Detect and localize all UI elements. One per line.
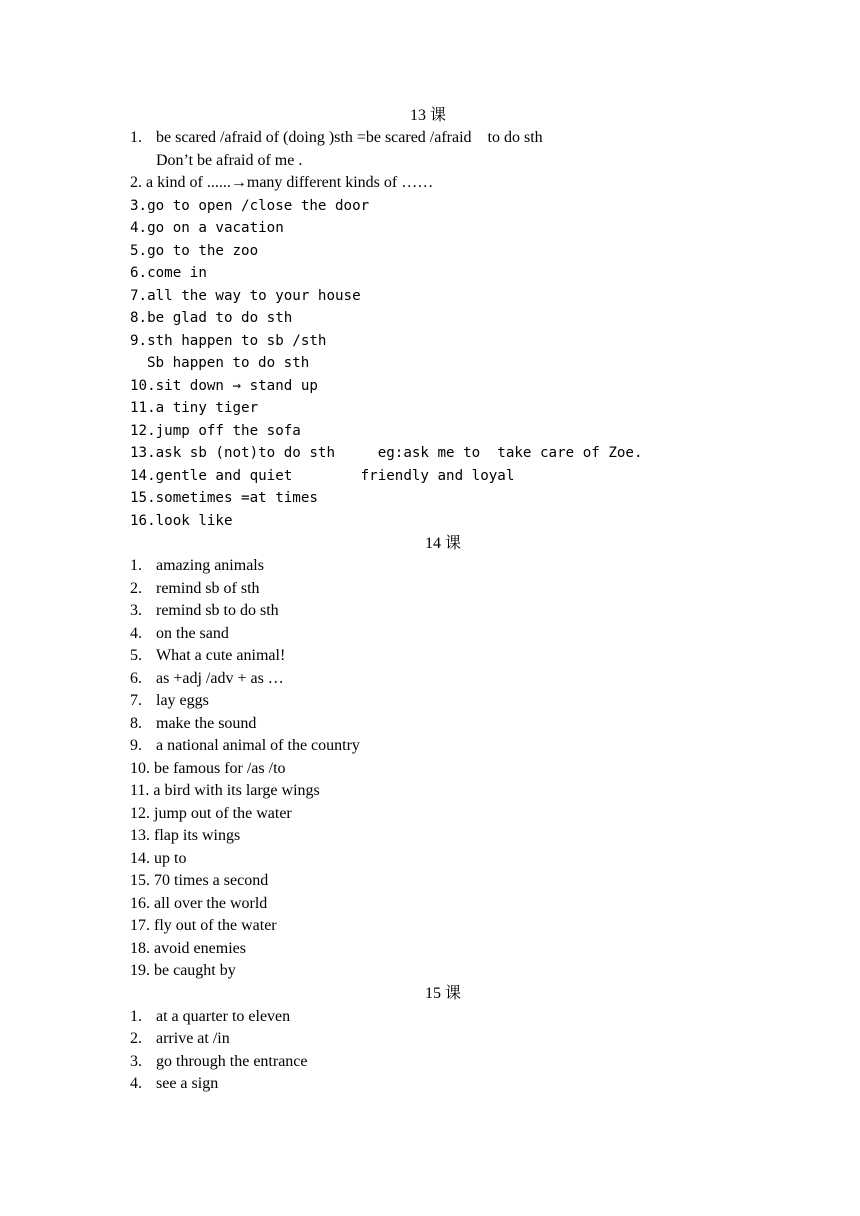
item-number: 16. [130, 513, 156, 529]
lesson-14-item-10 [130, 758, 286, 780]
item-text: flap its wings [154, 827, 241, 844]
lesson-14-item-4 [130, 623, 229, 645]
item-text: on the sand [156, 625, 229, 642]
item-number: 2. [130, 174, 142, 191]
lesson-13-item-6 [130, 262, 207, 284]
lesson-14-item-7 [130, 690, 209, 712]
lesson-13-item-13 [130, 442, 643, 464]
item-text: be famous for /as /to [154, 760, 286, 777]
item-text: as +adj /adv + as … [156, 670, 284, 687]
item-text: up to [154, 850, 187, 867]
lesson-13-item-7 [130, 285, 361, 307]
item-number: 9. [130, 737, 142, 754]
item-number: 2. [130, 1030, 142, 1047]
lesson-14-item-17 [130, 915, 277, 937]
item-number: 13. [130, 445, 156, 461]
item-text: see a sign [156, 1075, 219, 1092]
item-text: be glad to do sth [147, 310, 293, 326]
item-text: make the sound [156, 715, 257, 732]
item-number: 3. [130, 602, 142, 619]
item-number: 16. [130, 895, 150, 912]
item-number: 8. [130, 715, 142, 732]
item-text: a kind of ......→many different kinds of …… [142, 174, 434, 191]
lesson-14-item-11 [130, 780, 320, 802]
item-text: jump off the sofa [155, 423, 301, 439]
item-text: come in [147, 265, 207, 281]
item-text: jump out of the water [154, 805, 292, 822]
item-text: go to open /close the door [147, 198, 370, 214]
lesson-14-heading: 14 课 [424, 535, 461, 552]
lesson-15-item-2 [130, 1028, 230, 1050]
item-number: 5. [130, 647, 142, 664]
item-number: 1. [130, 1008, 142, 1025]
item-text: sometimes =at times [155, 490, 318, 506]
item-number: 4. [130, 625, 142, 642]
item-text: gentle and quiet friendly and loyal [155, 468, 515, 484]
item-number: 1. [130, 557, 142, 574]
item-text: all the way to your house [147, 288, 361, 304]
item-text: sth happen to sb /sth [147, 333, 327, 349]
lesson-14-item-5 [130, 645, 285, 667]
item-number: 7. [130, 692, 142, 709]
item-number: 3. [130, 1053, 142, 1070]
item-text: Sb happen to do sth [147, 355, 310, 371]
item-number: 12. [130, 423, 156, 439]
lesson-14-item-1 [130, 555, 264, 577]
lesson-14-item-3 [130, 600, 279, 622]
item-text: remind sb to do sth [156, 602, 279, 619]
item-text: be caught by [154, 962, 236, 979]
lesson-13-item-5 [130, 240, 258, 262]
item-text: What a cute animal! [156, 647, 286, 664]
item-number: 10. [130, 760, 150, 777]
item-text: remind sb of sth [156, 580, 260, 597]
lesson-14-item-2 [130, 578, 260, 600]
item-number: 7. [130, 288, 148, 304]
lesson-13-item-12 [130, 420, 301, 442]
item-number: 19. [130, 962, 150, 979]
item-number: 11. [130, 782, 150, 799]
lesson-13-item-4 [130, 217, 284, 239]
item-number: 1. [130, 129, 142, 146]
lesson-14-item-16 [130, 893, 267, 915]
item-text: 70 times a second [154, 872, 269, 889]
item-text: Don’t be afraid of me . [156, 152, 303, 169]
item-number: 14. [130, 850, 150, 867]
lesson-14-item-12 [130, 803, 292, 825]
item-text: avoid enemies [154, 940, 246, 957]
item-text: be scared /afraid of (doing )sth =be scared /afraid to do sth [156, 129, 543, 146]
item-number: 9. [130, 333, 148, 349]
lesson-15-heading: 15 课 [424, 985, 461, 1002]
item-text: go through the entrance [156, 1053, 308, 1070]
item-number: 5. [130, 243, 148, 259]
item-text: a bird with its large wings [153, 782, 320, 799]
item-text: a national animal of the country [156, 737, 360, 754]
item-number: 8. [130, 310, 148, 326]
item-number: 13. [130, 827, 150, 844]
lesson-14-item-19 [130, 960, 236, 982]
item-number: 18. [130, 940, 150, 957]
lesson-13-item-3 [130, 195, 369, 217]
item-number: 15. [130, 490, 156, 506]
lesson-13-item-1 [130, 127, 543, 149]
item-number: 15. [130, 872, 150, 889]
lesson-13-heading: 13 课 [409, 107, 446, 124]
lesson-13-item-11 [130, 397, 258, 419]
lesson-15-item-3 [130, 1051, 308, 1073]
item-text: amazing animals [156, 557, 264, 574]
item-text: go on a vacation [147, 220, 284, 236]
item-text: sit down → stand up [155, 378, 318, 394]
item-number: 6. [130, 265, 148, 281]
lesson-13-item-9-variant [147, 352, 309, 374]
item-text: a tiny tiger [155, 400, 259, 416]
lesson-13-item-2 [130, 172, 433, 194]
item-text: look like [155, 513, 233, 529]
lesson-13-item-16 [130, 510, 233, 532]
item-number: 6. [130, 670, 142, 687]
lesson-13-item-8 [130, 307, 292, 329]
item-number: 10. [130, 378, 156, 394]
lesson-14-item-15 [130, 870, 268, 892]
item-text: lay eggs [156, 692, 209, 709]
item-number: 3. [130, 198, 148, 214]
lesson-14-item-14 [130, 848, 186, 870]
item-text: all over the world [154, 895, 268, 912]
lesson-14-item-18 [130, 938, 246, 960]
item-number: 4. [130, 1075, 142, 1092]
item-number: 11. [130, 400, 156, 416]
item-text: at a quarter to eleven [156, 1008, 291, 1025]
lesson-15-item-1 [130, 1006, 290, 1028]
lesson-14-item-13 [130, 825, 240, 847]
lesson-15-item-4 [130, 1073, 218, 1095]
item-number: 2. [130, 580, 142, 597]
item-text: ask sb (not)to do sth eg:ask me to take care of Zoe. [155, 445, 643, 461]
lesson-13-item-1-example [156, 150, 302, 172]
lesson-13-item-10 [130, 375, 318, 397]
item-text: go to the zoo [147, 243, 259, 259]
item-number: 12. [130, 805, 150, 822]
lesson-14-item-6 [130, 668, 284, 690]
lesson-13-item-14 [130, 465, 514, 487]
item-number: 4. [130, 220, 148, 236]
item-text: fly out of the water [154, 917, 277, 934]
lesson-14-item-9 [130, 735, 360, 757]
lesson-13-item-15 [130, 487, 318, 509]
item-number: 14. [130, 468, 156, 484]
lesson-14-item-8 [130, 713, 256, 735]
lesson-13-item-9 [130, 330, 326, 352]
item-text: arrive at /in [156, 1030, 230, 1047]
item-number: 17. [130, 917, 150, 934]
